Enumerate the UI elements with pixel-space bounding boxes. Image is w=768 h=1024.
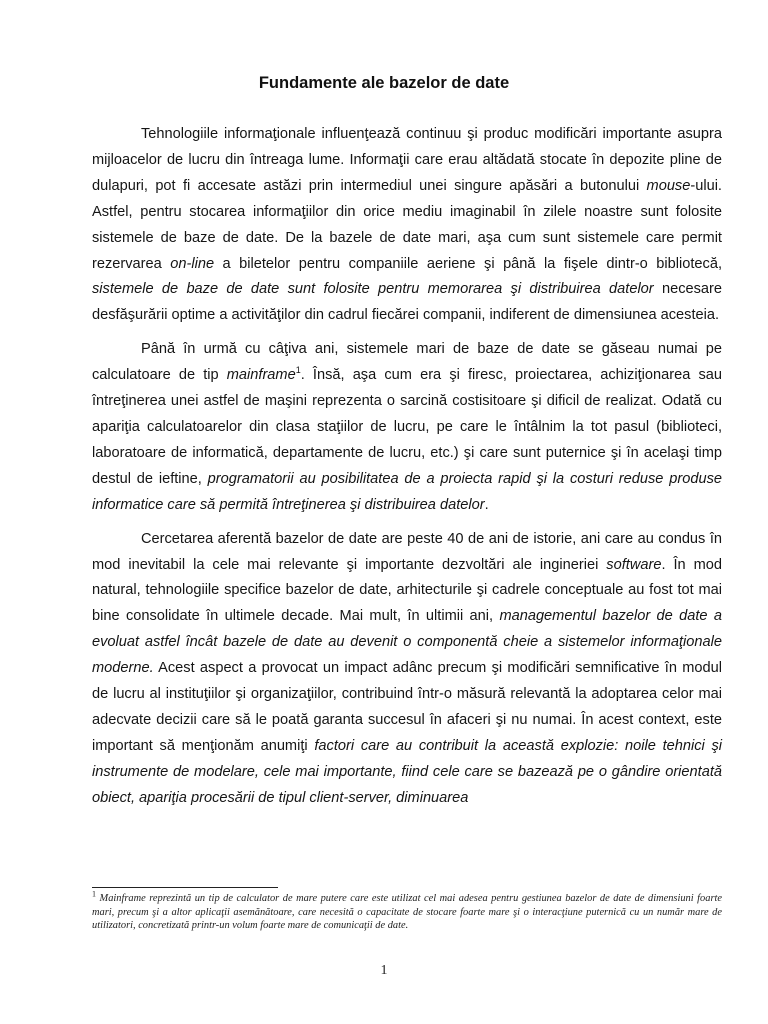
footnote-marker: 1 [92,889,96,899]
text-segment: Cercetarea aferentă bazelor de date are peste 40 de ani de istorie, ani care au condus în mod inevitabil la cele mai relevante şi importante dezvoltări ale ingineriei [92,530,722,573]
text-segment: . În mod natural, tehnologiile specifice bazelor de date, arhitecturile şi cadrele conceptuale au fost tot mai bine consolidate în ultimele decade. Mai mult, în ultimii ani, [92,556,722,625]
emphasized-text: managementul bazelor de date a evoluat astfel încât bazele de date au devenit o componentă cheie a sistemelor informaţionale moderne. [92,608,722,677]
emphasized-text: on-line [170,255,215,272]
document-title: Fundamente ale bazelor de date [258,74,510,92]
footnote-separator [92,887,278,888]
text-segment: Până în urmă cu câţiva ani, sistemele mari de baze de date se găseau numai pe calculatoare de tip [92,341,722,384]
text-segment: necesare desfăşurării optime a activităţilor din cadrul fiecărei companii, indiferent de dimensiunea acesteia. [92,281,722,324]
text-segment: . [484,496,489,513]
footnote-reference: 1 [295,365,301,376]
text-segment: a biletelor pentru companiile aeriene şi până la fişele dintr-o bibliotecă, [214,255,722,272]
text-segment: Acest aspect a provocat un impact adânc precum şi modificări semnificative în modul de lucru al instituţiilor şi organizaţiilor, contribuind într-o măsură relevantă la adoptarea celor mai adecvate decizii care să le poată garanta succesul în afaceri şi nu numai. În acest context, este important să menţionăm anumiţi [92,660,722,754]
body-text [92,122,722,820]
footnote [92,889,722,933]
paragraph-1 [92,122,722,329]
footnote-text: Mainframe reprezintă un tip de calculator de mare putere care este utilizat cel mai adesea pentru gestiunea bazelor de date de dimensiuni foarte mari, precum şi a altor aplicaţii asemănătoare, care necesită o capacitate de stocare foarte mare şi o interacţiune puternică cu un număr mare de utilizatori, concretizată printr-un volum foarte mare de comunicaţii de date. [92,893,722,932]
paragraph-3 [92,527,722,812]
paragraph-2 [92,337,722,518]
emphasized-text: programatorii au posibilitatea de a proiecta rapid şi la costuri reduse produse informatice care să permită întreţinerea şi distribuirea datelor [92,470,722,513]
emphasized-text: sistemele de baze de date sunt folosite pentru memorarea şi distribuirea datelor [92,281,654,298]
text-segment: -ului. Astfel, pentru stocarea informaţiilor din orice mediu imaginabil în zilele noastre sunt folosite sistemele de baze de date. De la bazele de date mari, aşa cum sunt sistemele care permit rezervarea [92,177,722,272]
page-number: 1 [380,963,388,978]
emphasized-text: software [606,556,662,573]
emphasized-text: factori care au contribuit la această explozie: noile tehnici şi instrumente de modelare, cele mai importante, fiind cele care se bazează pe o gândire orientată obiect, apariţia procesării de tipul client-server, diminuarea [92,737,723,806]
emphasized-text: mainframe [226,367,296,384]
text-segment: Tehnologiile informaţionale influenţează continuu şi produc modificări importante asupra mijloacelor de lucru din întreaga lume. Informaţii care erau altădată stocate în depozite pline de dulapuri, pot fi accesate astăzi prin intermediul unei singure apăsări a butonului [92,126,722,194]
emphasized-text: mouse [646,177,691,194]
text-segment: . Însă, aşa cum era şi firesc, proiectarea, achiziţionarea sau întreţinerea unei astfel de maşini reprezenta o sarcină costisitoare şi dificil de realizat. Odată cu apariţia calculatoarelor din clasa staţiilor de lucru, pe care le întâlnim la tot pasul (biblioteci, laboratoare de informatică, departamente de lucru, etc.) şi care sunt puternice şi în acelaşi timp destul de ieftine, [92,367,722,487]
